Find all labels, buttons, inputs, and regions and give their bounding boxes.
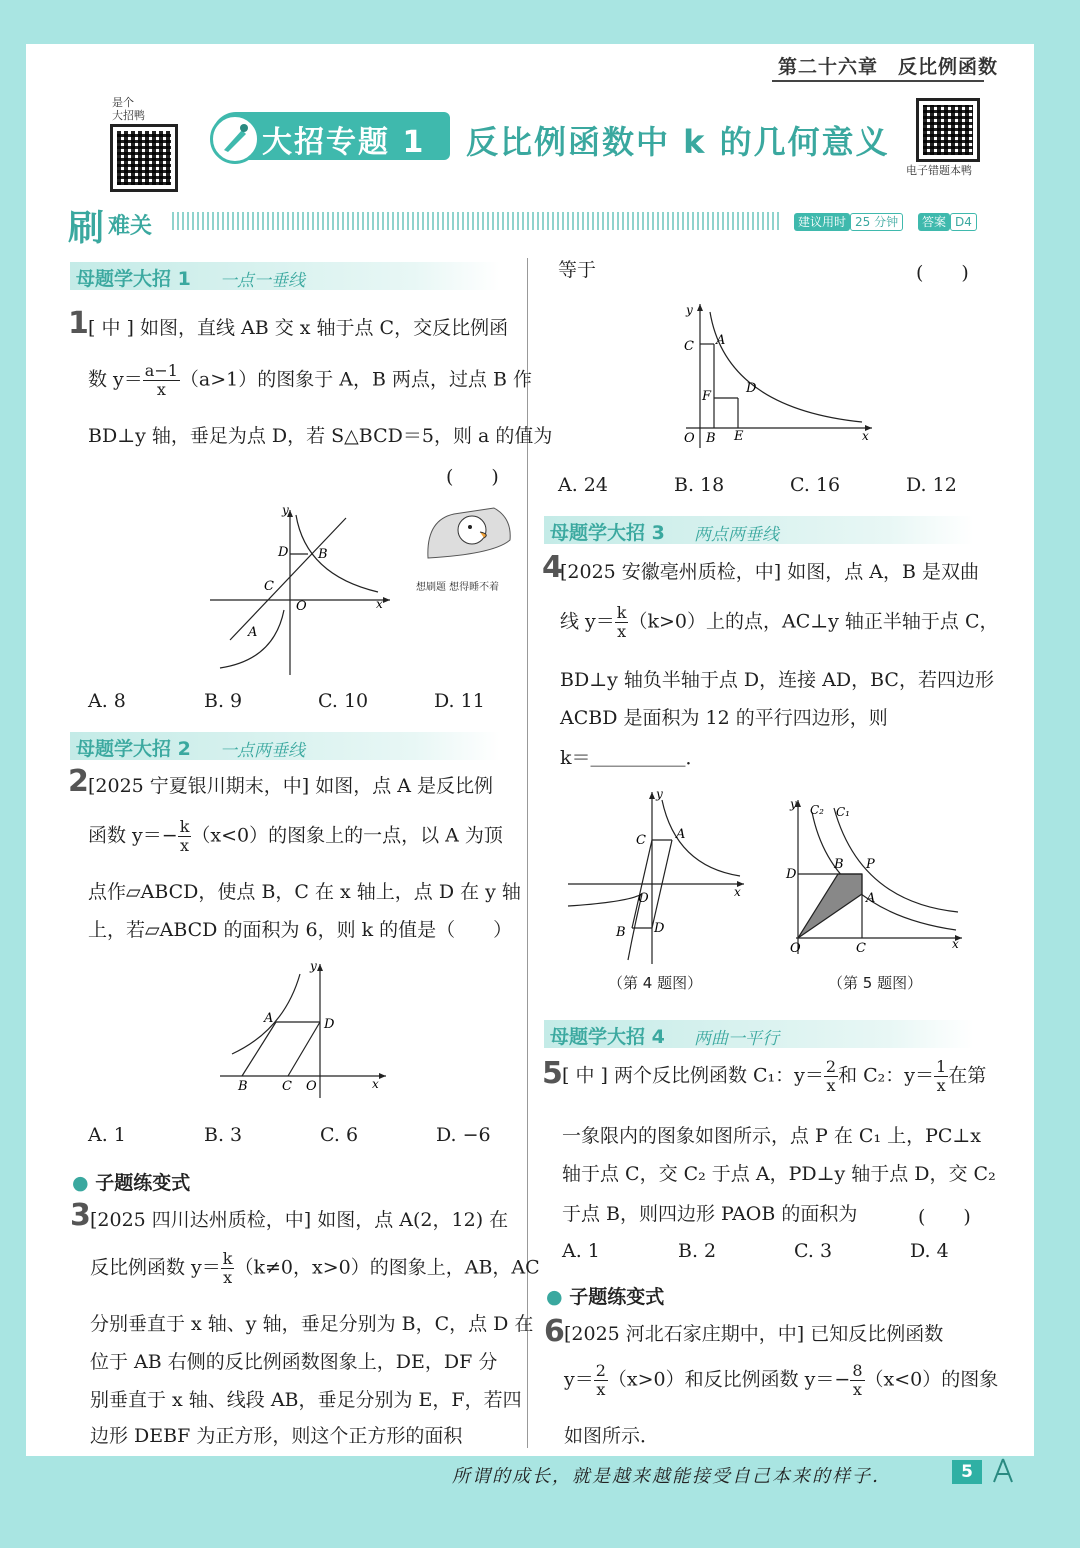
svg-text:y: y [282,503,289,517]
svg-text:O: O [296,599,307,614]
q5-line-1: [ 中 ] 两个反比例函数 C₁：y＝ $\frac{2}{x}$ 和 C₂：y＝ $\frac{1}{x}$ 在第 [562,1057,987,1095]
page-title: 反比例函数中 k 的几何意义 [466,123,890,161]
q1-option-d[interactable]: D. 11 [434,690,485,712]
compass-icon [988,1456,1018,1486]
svg-text:A: A [716,333,726,348]
svg-text:B: B [318,547,328,562]
q2-option-d[interactable]: D. −6 [436,1124,491,1146]
q3-line-1: [2025 四川达州质检，中] 如图，点 A(2，12) 在 [90,1209,509,1231]
section-header-3: 母题学大招 3 两点两垂线 [544,516,974,544]
q1-option-a[interactable]: A. 8 [88,690,126,712]
q2-line-1: [2025 宁夏银川期末，中] 如图，点 A 是反比例 [88,775,494,797]
q3-answer-paren[interactable]: ( ) [916,262,969,284]
q3-line-6: 边形 DEBF 为正方形，则这个正方形的面积 [90,1425,463,1447]
fig5-caption: （第 5 题图） [828,974,923,992]
svg-text:B: B [616,925,626,940]
svg-text:x: x [862,429,869,443]
qr-left-caption: 是个 大招鸭 [112,96,145,122]
svg-text:F: F [702,389,712,404]
sub-icon: ● [72,1172,89,1194]
q1-option-c[interactable]: C. 10 [318,690,369,712]
svg-text:O: O [790,941,801,956]
q4-figure [564,788,750,966]
svg-text:O: O [638,891,649,906]
svg-text:D: D [654,921,665,936]
q1-number: 1 [68,306,89,341]
footer-quote: 所谓的成长，就是越来越能接受自己本来的样子． [452,1466,892,1487]
chapter-underline [772,80,984,82]
q4-answer-blank[interactable]: k＝＿＿＿＿＿． [560,747,705,769]
q6-line-1: [2025 河北石家庄期中，中] 已知反比例函数 [564,1323,944,1345]
svg-text:y: y [686,303,693,317]
svg-text:C: C [856,941,866,956]
q2-option-b[interactable]: B. 3 [204,1124,243,1146]
svg-text:C₂: C₂ [810,803,824,817]
svg-text:O: O [306,1079,317,1094]
q1-answer-paren[interactable]: ( ) [446,466,499,488]
subsection-title-2: ● 子题练变式 [546,1286,665,1308]
q2-figure [214,958,394,1098]
q4-line-3: BD⊥y 轴负半轴于点 D，连接 AD，BC，若四边形 [560,669,994,691]
q3-option-a[interactable]: A. 24 [558,474,608,496]
section-header-4: 母题学大招 4 两曲一平行 [544,1020,974,1048]
q2-option-c[interactable]: C. 6 [320,1124,359,1146]
svg-text:A: A [248,625,258,640]
q2-line-2: 函数 y＝− $\frac{k}{x}$ （x<0）的图象上的一点，以 A 为顶 [88,817,503,855]
fig4-caption: （第 4 题图） [608,974,703,992]
svg-text:D: D [324,1017,335,1032]
svg-text:P: P [866,857,875,872]
svg-text:x: x [952,937,959,951]
svg-text:C: C [264,579,274,594]
q4-line-2: 线 y＝ $\frac{k}{x}$ （k>0）上的点，AC⊥y 轴正半轴于点 C， [560,603,999,641]
qr-code-left[interactable] [110,124,178,192]
level-label: 难关 [108,214,153,239]
q3-option-b[interactable]: B. 18 [674,474,725,496]
svg-text:B: B [706,431,716,446]
svg-text:O: O [684,431,695,446]
svg-text:x: x [372,1077,379,1091]
svg-text:y: y [790,797,797,811]
sticker-caption: 想刷题 想得睡不着 [416,582,500,593]
section-header-2: 母题学大招 2 一点两垂线 [70,732,500,760]
svg-text:C₁: C₁ [836,805,850,819]
q1-option-b[interactable]: B. 9 [204,690,243,712]
q5-option-d[interactable]: D. 4 [910,1240,949,1262]
q5-option-b[interactable]: B. 2 [678,1240,717,1262]
q3-continuation: 等于 [558,259,597,281]
q5-line-2: 一象限内的图象如图所示，点 P 在 C₁ 上，PC⊥x [562,1125,982,1147]
svg-text:y: y [656,788,663,801]
shua-label: 刷 [68,208,105,249]
hatch-bar [172,212,782,230]
q4-line-1: [2025 安徽亳州质检，中] 如图，点 A，B 是双曲 [560,561,980,583]
q3-option-d[interactable]: D. 12 [906,474,957,496]
q2-option-a[interactable]: A. 1 [88,1124,126,1146]
svg-text:A: A [676,827,686,842]
q5-number: 5 [542,1056,563,1091]
q1-line-3: BD⊥y 轴，垂足为点 D，若 S△BCD＝5，则 a 的值为 [88,425,553,447]
svg-text:C: C [282,1079,292,1094]
answer-tag: 答案 D4 [918,211,977,230]
q3-number: 3 [70,1198,91,1233]
svg-text:A: A [866,891,876,906]
brush-logo-icon [210,114,260,164]
q5-line-4: 于点 B，则四边形 PAOB 的面积为 [562,1203,858,1225]
q3-line-3: 分别垂直于 x 轴、y 轴，垂足分别为 B，C，点 D 在 [90,1313,534,1335]
svg-text:D: D [786,867,797,882]
q3-figure [666,298,880,450]
qr-right-caption: 电子错题本鸭 [906,164,972,177]
q5-option-c[interactable]: C. 3 [794,1240,833,1262]
q6-number: 6 [544,1314,565,1349]
q1-figure [200,500,400,680]
q3-line-5: 别垂直于 x 轴、线段 AB，垂足分别为 E，F，若四 [90,1389,522,1411]
sticker-duck [424,500,516,562]
page-number: 5 [952,1460,982,1484]
svg-text:y: y [310,959,317,973]
subsection-title-1: ● 子题练变式 [72,1172,191,1194]
q1-line-1: [ 中 ] 如图，直线 AB 交 x 轴于点 C，交反比例函 [88,317,509,339]
q2-number: 2 [68,764,89,799]
title-badge-label: 大招专题 1 [262,125,426,160]
svg-text:B: B [238,1079,248,1094]
svg-text:C: C [684,339,694,354]
qr-code-right[interactable] [916,98,980,162]
q6-line-3: 如图所示． [564,1425,660,1447]
q5-option-a[interactable]: A. 1 [562,1240,600,1262]
q6-line-2: y＝ $\frac{2}{x}$ （x>0）和反比例函数 y＝− $\frac{8}{x}$ （x<0）的图象 [564,1361,999,1399]
q3-option-c[interactable]: C. 16 [790,474,841,496]
time-tag: 建议用时 25 分钟 [794,211,903,230]
svg-text:x: x [376,597,383,611]
q3-line-4: 位于 AB 右侧的反比例函数图象上，DE，DF 分 [90,1351,498,1373]
svg-text:C: C [636,833,646,848]
chapter-title: 第二十六章 反比例函数 [778,56,999,78]
q3-line-2: 反比例函数 y＝ $\frac{k}{x}$ （k≠0，x>0）的图象上，AB，AC [90,1249,540,1287]
svg-text:x: x [734,885,741,899]
svg-text:A: A [264,1011,274,1026]
sub-icon: ● [546,1286,563,1308]
q5-line-3: 轴于点 C，交 C₂ 于点 A，PD⊥y 轴于点 D，交 C₂ [562,1163,996,1185]
q5-answer-paren[interactable]: ( ) [918,1206,971,1228]
q4-line-4: ACBD 是面积为 12 的平行四边形，则 [560,707,888,729]
q2-line-4: 上，若▱ABCD 的面积为 6，则 k 的值是（ ） [88,919,513,941]
section-header-1: 母题学大招 1 一点一垂线 [70,262,500,290]
q5-figure [782,794,966,960]
svg-text:D: D [746,381,757,396]
q2-line-3: 点作▱ABCD，使点 B，C 在 x 轴上，点 D 在 y 轴 [88,881,521,903]
svg-text:B: B [834,857,844,872]
svg-text:D: D [278,545,289,560]
svg-text:E: E [734,429,744,444]
q4-number: 4 [542,550,563,585]
q1-line-2: 数 y＝ $\frac{a-1}{x}$ （a>1）的图象于 A，B 两点，过点 B 作 [88,361,533,399]
